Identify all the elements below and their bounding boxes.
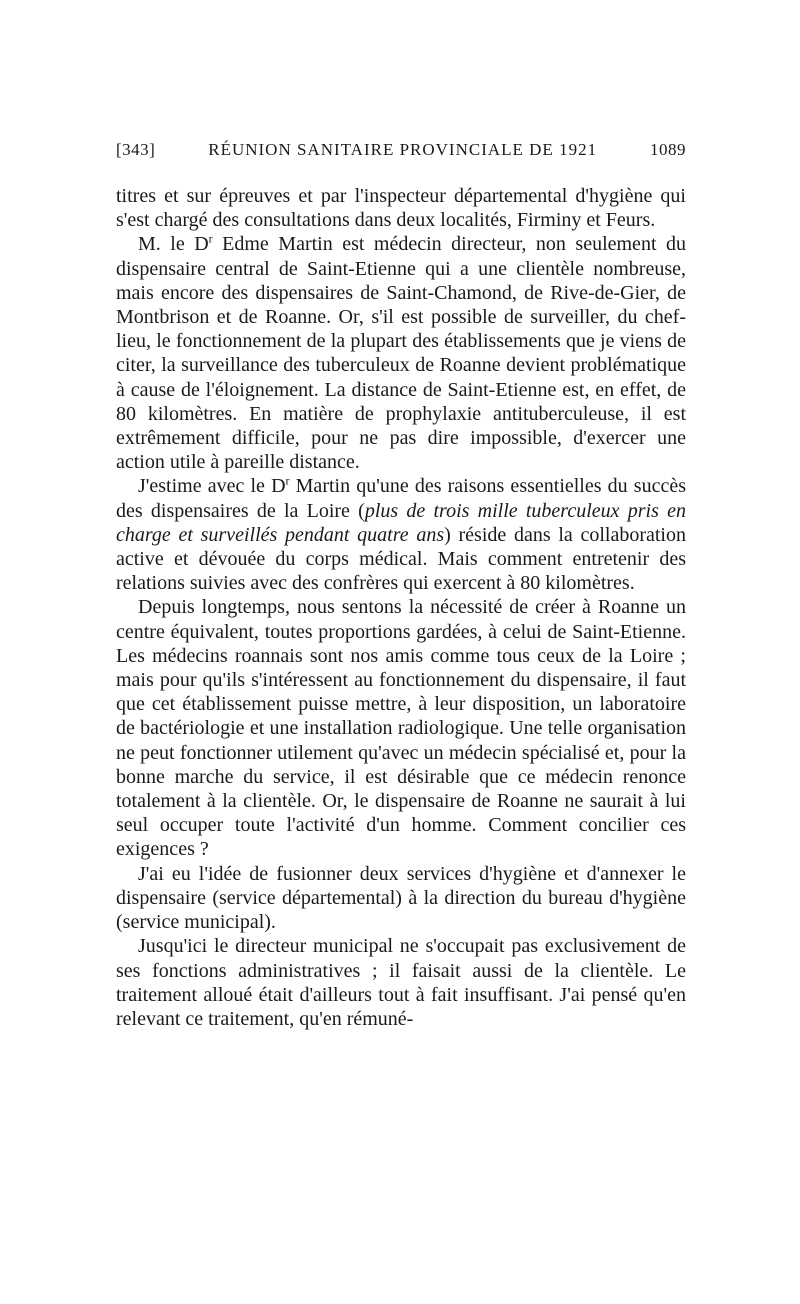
paragraph-5: J'ai eu l'idée de fusionner deux services d'hygiène et d'annexer le dispensaire (service départemental) à la direction du bureau d'hygiène (service municipal). — [116, 862, 686, 934]
page-reference: [343] — [116, 140, 156, 159]
paragraph-3-middle: Martin qu'une des raisons essentielles du succès des dispensaires de la Loire ( — [116, 475, 686, 522]
book-page — [116, 140, 686, 1031]
paragraph-3-italic: plus de trois mille tuberculeux pris en charge et surveillés pendant quatre ans — [116, 499, 686, 546]
paragraph-4: Depuis longtemps, nous sentons la nécessité de créer à Roanne un centre équivalent, toutes proportions gardées, à celui de Saint-Etienne. Les médecins roannais sont nos amis comme tous ceux de la Loire ; mais pour qu'ils s'intéressent au fonctionnement du dispensaire, il faut que cet établissement puisse mettre, à leur disposition, un laboratoire de bactériologie et une installation radiologique. Une telle organisation ne peut fonctionner utilement qu'avec un médecin spécialisé et, pour la bonne marche du service, il est désirable que ce médecin renonce totalement à la clientèle. Or, le dispensaire de Roanne ne saurait à lui seul occuper toute l'activité d'un homme. Comment concilier ces exigences ? — [116, 596, 686, 861]
paragraph-3 — [116, 474, 686, 595]
running-head — [116, 140, 686, 170]
paragraph-2-rest: Edme Martin est médecin directeur, non seulement du dispensaire central de Saint-Etienne qui a une clientèle nombreuse, mais encore des dispensaires de Saint-Chamond, de Rive-de-Gier, de Montbrison et de Roanne. Or, s'il est possible de surveiller, du chef-lieu, le fonctionnement de la plupart des établissements que je viens de citer, la surveillance des tuberculeux de Roanne devient problématique à cause de l'éloignement. La distance de Saint-Etienne est, en effet, de 80 kilomètres. En matière de prophylaxie antituberculeuse, il est extrêmement difficile, pour ne pas dire impossible, d'exercer une action utile à pareille distance. — [116, 233, 686, 474]
paragraph-3-start: J'estime avec le D — [138, 475, 286, 498]
paragraph-1: titres et sur épreuves et par l'inspecteur départemental d'hygiène qui s'est chargé des consultations dans deux localités, Firminy et Feurs. — [116, 185, 686, 232]
paragraph-2 — [116, 232, 686, 474]
body-text — [116, 184, 686, 1031]
running-title: RÉUNION SANITAIRE PROVINCIALE DE 1921 — [208, 140, 598, 159]
doctor-superscript: r — [285, 473, 290, 488]
paragraph-2-start: M. le D — [138, 233, 209, 256]
doctor-superscript: r — [208, 231, 213, 246]
paragraph-3-end: ) réside dans la collaboration active et dévouée du corps médical. Mais comment entretenir des relations suivies avec des confrères qui exercent à 80 kilomètres. — [116, 523, 686, 595]
page-number: 1089 — [649, 140, 686, 159]
paragraph-6: Jusqu'ici le directeur municipal ne s'occupait pas exclusivement de ses fonctions administratives ; il faisait aussi de la clientèle. Le traitement alloué était d'ailleurs tout à fait insuffisant. J'ai pensé qu'en relevant ce traitement, qu'en rémuné- — [116, 935, 686, 1030]
